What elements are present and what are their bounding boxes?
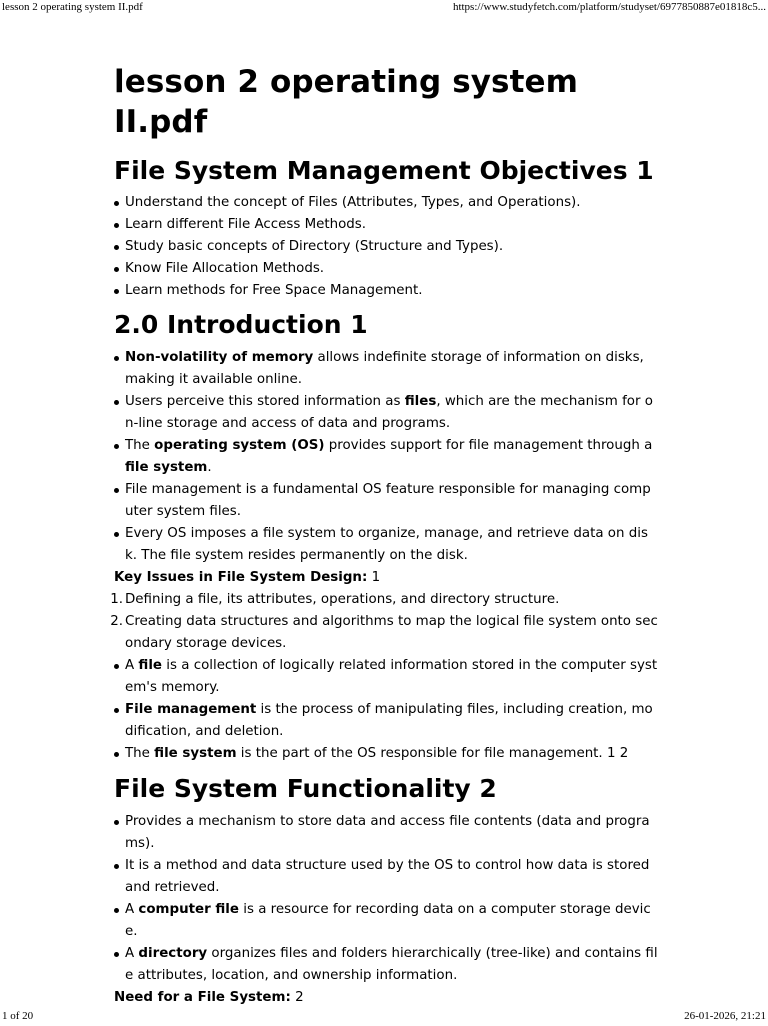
document-title: lesson 2 operating system II.pdf bbox=[114, 64, 579, 140]
list-item: A directory organizes files and folders hierarchically (tree-like) and contains file attributes, location, and ownership information. bbox=[125, 943, 659, 987]
section-heading-objectives: File System Management Objectives 1 bbox=[114, 156, 654, 185]
list-item: It is a method and data structure used by the OS to control how data is stored and retrieved. bbox=[125, 855, 659, 899]
section-heading-functionality: File System Functionality 2 bbox=[114, 774, 497, 803]
print-header bbox=[0, 1, 768, 17]
print-header-url: https://www.studyfetch.com/platform/studyset/6977850887e01818c5... bbox=[452, 1, 766, 13]
list-item: Learn different File Access Methods. bbox=[125, 214, 659, 236]
list-item: The file system is the part of the OS responsible for file management. 1 2 bbox=[125, 743, 659, 765]
functionality-list bbox=[114, 811, 659, 987]
list-item: Understand the concept of Files (Attributes, Types, and Operations). bbox=[125, 192, 659, 214]
list-item: Non-volatility of memory allows indefinite storage of information on disks, making it available online. bbox=[125, 347, 659, 391]
objectives-list bbox=[114, 192, 659, 302]
print-header-title: lesson 2 operating system II.pdf bbox=[2, 1, 143, 13]
list-item: A computer file is a resource for recording data on a computer storage device. bbox=[125, 899, 659, 943]
list-item: 1. Defining a file, its attributes, operations, and directory structure. bbox=[110, 592, 560, 607]
list-item: Provides a mechanism to store data and access file contents (data and programs). bbox=[125, 811, 659, 855]
list-item: File management is a fundamental OS feature responsible for managing computer system files. bbox=[125, 479, 659, 523]
need-file-system-label: Need for a File System: 2 bbox=[114, 990, 304, 1005]
list-item: 2. Creating data structures and algorithms to map the logical file system onto secondary storage devices. bbox=[110, 614, 658, 651]
document-body bbox=[110, 62, 659, 1009]
key-issues-label: Key Issues in File System Design: 1 bbox=[114, 570, 381, 585]
list-item: Know File Allocation Methods. bbox=[125, 258, 659, 280]
list-item: Learn methods for Free Space Management. bbox=[125, 280, 659, 302]
introduction-list-continued bbox=[114, 655, 659, 765]
section-heading-introduction: 2.0 Introduction 1 bbox=[114, 310, 368, 339]
list-item: The operating system (OS) provides support for file management through a file system. bbox=[125, 435, 659, 479]
introduction-list bbox=[114, 347, 659, 567]
list-item: A file is a collection of logically related information stored in the computer system's memory. bbox=[125, 655, 659, 699]
print-datetime: 26-01-2026, 21:21 bbox=[684, 1010, 766, 1022]
page-number: 1 of 20 bbox=[2, 1010, 34, 1022]
list-item: Every OS imposes a file system to organize, manage, and retrieve data on disk. The file system resides permanently on the disk. bbox=[125, 523, 659, 567]
list-item: File management is the process of manipulating files, including creation, modification, and deletion. bbox=[125, 699, 659, 743]
list-item: Study basic concepts of Directory (Structure and Types). bbox=[125, 236, 659, 258]
list-item: Users perceive this stored information as files, which are the mechanism for on-line storage and access of data and programs. bbox=[125, 391, 659, 435]
key-issues-list bbox=[110, 589, 659, 655]
